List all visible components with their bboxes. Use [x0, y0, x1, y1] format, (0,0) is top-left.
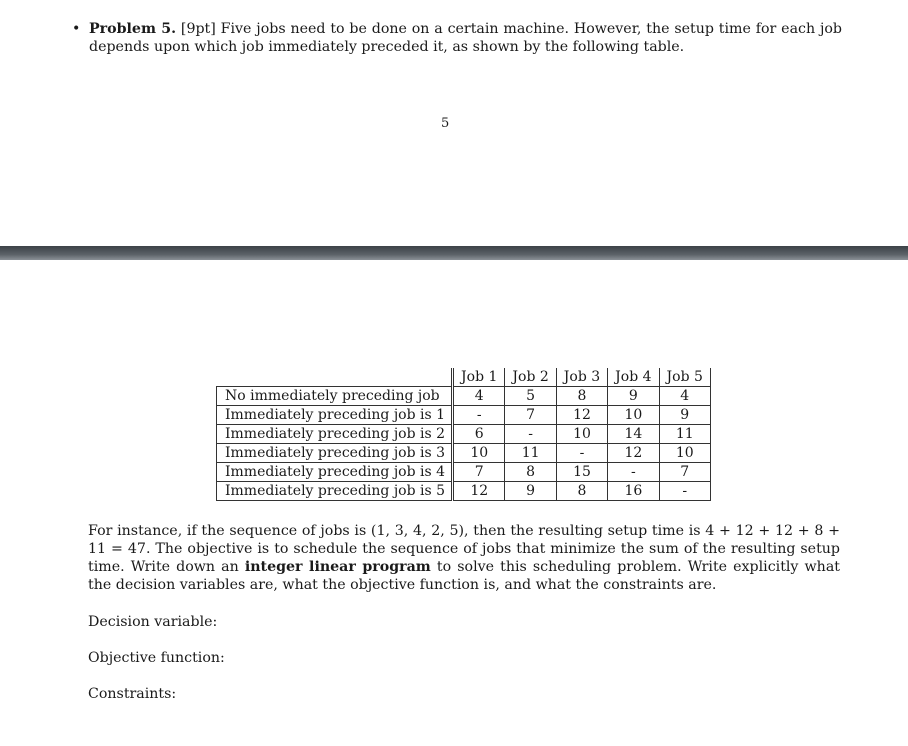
decision-variable-label: Decision variable:	[88, 614, 218, 630]
problem-statement	[72, 20, 842, 56]
table-cell: 4	[453, 387, 505, 406]
table-cell: 14	[608, 425, 659, 444]
instance-text-end: to solve this scheduling problem. Write explicitly what the decision variables are, what the objective function is, and what the constraints are.	[88, 559, 840, 593]
table-cell: 10	[659, 444, 710, 463]
column-header: Job 3	[556, 368, 607, 387]
table-cell: 6	[453, 425, 505, 444]
table-cell: 10	[453, 444, 505, 463]
column-header: Job 2	[505, 368, 556, 387]
table-cell: 11	[505, 444, 556, 463]
column-header: Job 1	[453, 368, 505, 387]
constraints-label: Constraints:	[88, 686, 177, 702]
table-row	[217, 463, 711, 482]
row-label: Immediately preceding job is 5	[217, 482, 453, 501]
table-header-row	[217, 368, 711, 387]
table-cell: 7	[505, 406, 556, 425]
table-cell: 15	[556, 463, 607, 482]
table-cell: 10	[556, 425, 607, 444]
table-cell: 10	[608, 406, 659, 425]
objective-function-label: Objective function:	[88, 650, 225, 666]
row-label: Immediately preceding job is 3	[217, 444, 453, 463]
table-cell: -	[556, 444, 607, 463]
table-cell: -	[505, 425, 556, 444]
table-cell: 5	[505, 387, 556, 406]
row-label: Immediately preceding job is 1	[217, 406, 453, 425]
table-cell: 7	[453, 463, 505, 482]
table-row	[217, 406, 711, 425]
table-cell: 9	[659, 406, 710, 425]
table-cell: 11	[659, 425, 710, 444]
table-corner-cell	[217, 368, 453, 387]
table-row	[217, 444, 711, 463]
table-row	[217, 425, 711, 444]
table-cell: 7	[659, 463, 710, 482]
row-label: Immediately preceding job is 2	[217, 425, 453, 444]
table-cell: -	[608, 463, 659, 482]
table-row	[217, 387, 711, 406]
instance-bold-text: integer linear program	[244, 559, 431, 575]
problem-title: Problem 5.	[89, 21, 177, 37]
table-cell: 8	[556, 387, 607, 406]
page-top-section	[0, 0, 908, 246]
table-cell: 12	[453, 482, 505, 501]
table-cell: -	[659, 482, 710, 501]
table-cell: 12	[608, 444, 659, 463]
table-cell: 12	[556, 406, 607, 425]
column-header: Job 4	[608, 368, 659, 387]
instance-paragraph	[88, 522, 840, 594]
table-cell: 8	[556, 482, 607, 501]
instance-text: For instance, if the sequence of jobs is (1, 3, 4, 2, 5), then the resulting setup time is 4 + 12 + 12 + 8 + 11 = 47. The objective is to schedule the sequence of jobs that minimize the sum of the resulting setup time. Write down an	[88, 523, 840, 575]
table-row	[217, 482, 711, 501]
table-cell: 8	[505, 463, 556, 482]
problem-points: [9pt]	[180, 21, 216, 37]
row-label: Immediately preceding job is 4	[217, 463, 453, 482]
page-divider	[0, 246, 908, 260]
setup-time-table	[216, 368, 711, 501]
problem-text: Five jobs need to be done on a certain machine. However, the setup time for each job depends upon which job immediately preceded it, as shown by the following table.	[89, 21, 842, 55]
table-cell: 4	[659, 387, 710, 406]
table-cell: 9	[505, 482, 556, 501]
row-label: No immediately preceding job	[217, 387, 453, 406]
table-cell: -	[453, 406, 505, 425]
table-cell: 9	[608, 387, 659, 406]
bullet-marker: •	[72, 21, 81, 37]
table-cell: 16	[608, 482, 659, 501]
page-number: 5	[441, 116, 450, 131]
column-header: Job 5	[659, 368, 710, 387]
